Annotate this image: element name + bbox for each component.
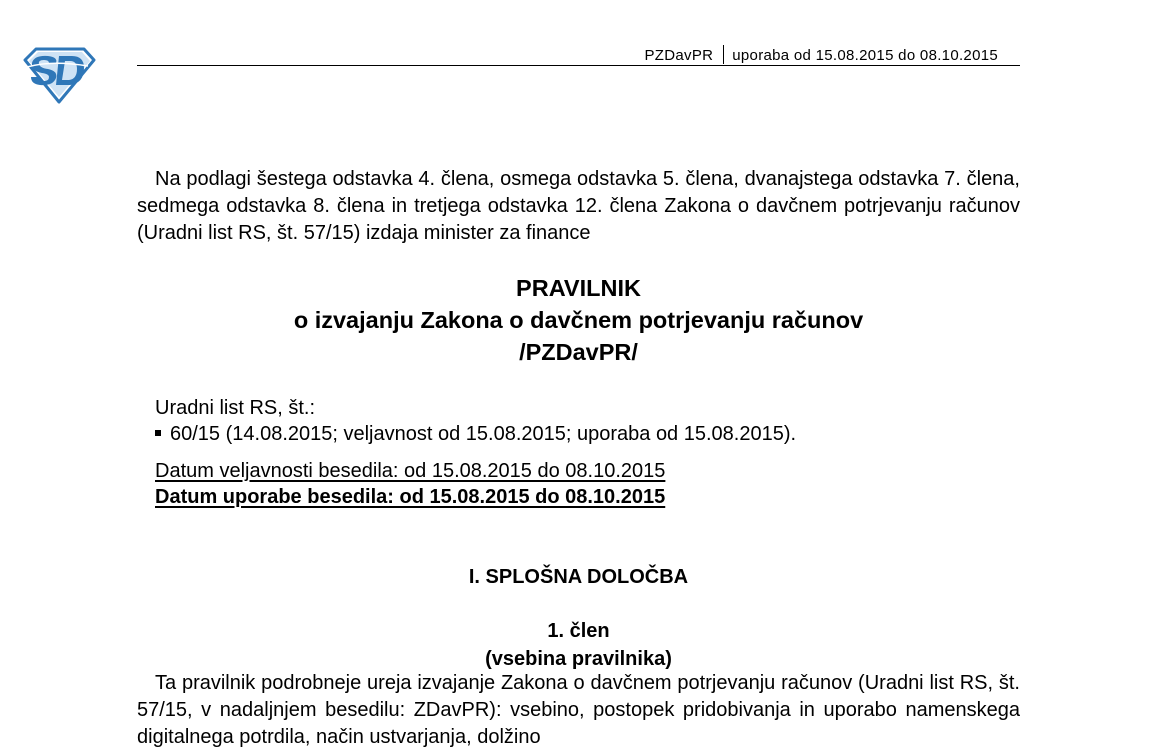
title-line-2: o izvajanju Zakona o davčnem potrjevanju računov	[293, 307, 864, 333]
preamble-paragraph: Na podlagi šestega odstavka 4. člena, osmega odstavka 5. člena, dvanajstega odstavka 7. člena, sedmega odstavka 8. člena in tretjega odstavka 12. člena Zakona o davčnem potrjevanju računov (Uradni list RS, št. 57/15) izdaja minister za finance	[137, 168, 1020, 244]
gazette-references	[155, 395, 1020, 447]
article-body-text: Ta pravilnik podrobneje ureja izvajanje Zakona o davčnem potrjevanju računov (Uradni list RS, št. 57/15, v nadaljnjem besedilu: ZDavPR): vsebino, postopek pridobivanja in uporabo namenskega digitalnega potrdila, način ustvarjanja, dolžino	[137, 672, 1020, 748]
gazette-label: Uradni list RS, št.:	[155, 397, 316, 419]
sd-shield-logo-icon	[22, 46, 96, 104]
article-heading	[137, 617, 1020, 673]
header-separator	[723, 45, 724, 64]
article-subtitle: (vsebina pravilnika)	[485, 648, 672, 670]
validity-date: Datum veljavnosti besedila: od 15.08.2015 do 08.10.2015	[155, 460, 666, 482]
header-short-title: PZDavPR	[644, 47, 714, 64]
title-line-3: /PZDavPR/	[519, 339, 638, 365]
header-usage-period: uporaba od 15.08.2015 do 08.10.2015	[732, 47, 998, 64]
gazette-entry: 60/15 (14.08.2015; veljavnost od 15.08.2015; uporaba od 15.08.2015).	[155, 421, 1020, 447]
section-heading: I. SPLOŠNA DOLOČBA	[468, 566, 689, 588]
gazette-list	[155, 421, 1020, 447]
running-header	[137, 42, 1020, 66]
validity-dates	[155, 458, 1020, 510]
usage-date: Datum uporabe besedila: od 15.08.2015 do 08.10.2015	[155, 486, 666, 508]
article-number: 1. člen	[547, 620, 610, 642]
document-title	[137, 272, 1020, 368]
title-line-1: PRAVILNIK	[516, 275, 641, 301]
